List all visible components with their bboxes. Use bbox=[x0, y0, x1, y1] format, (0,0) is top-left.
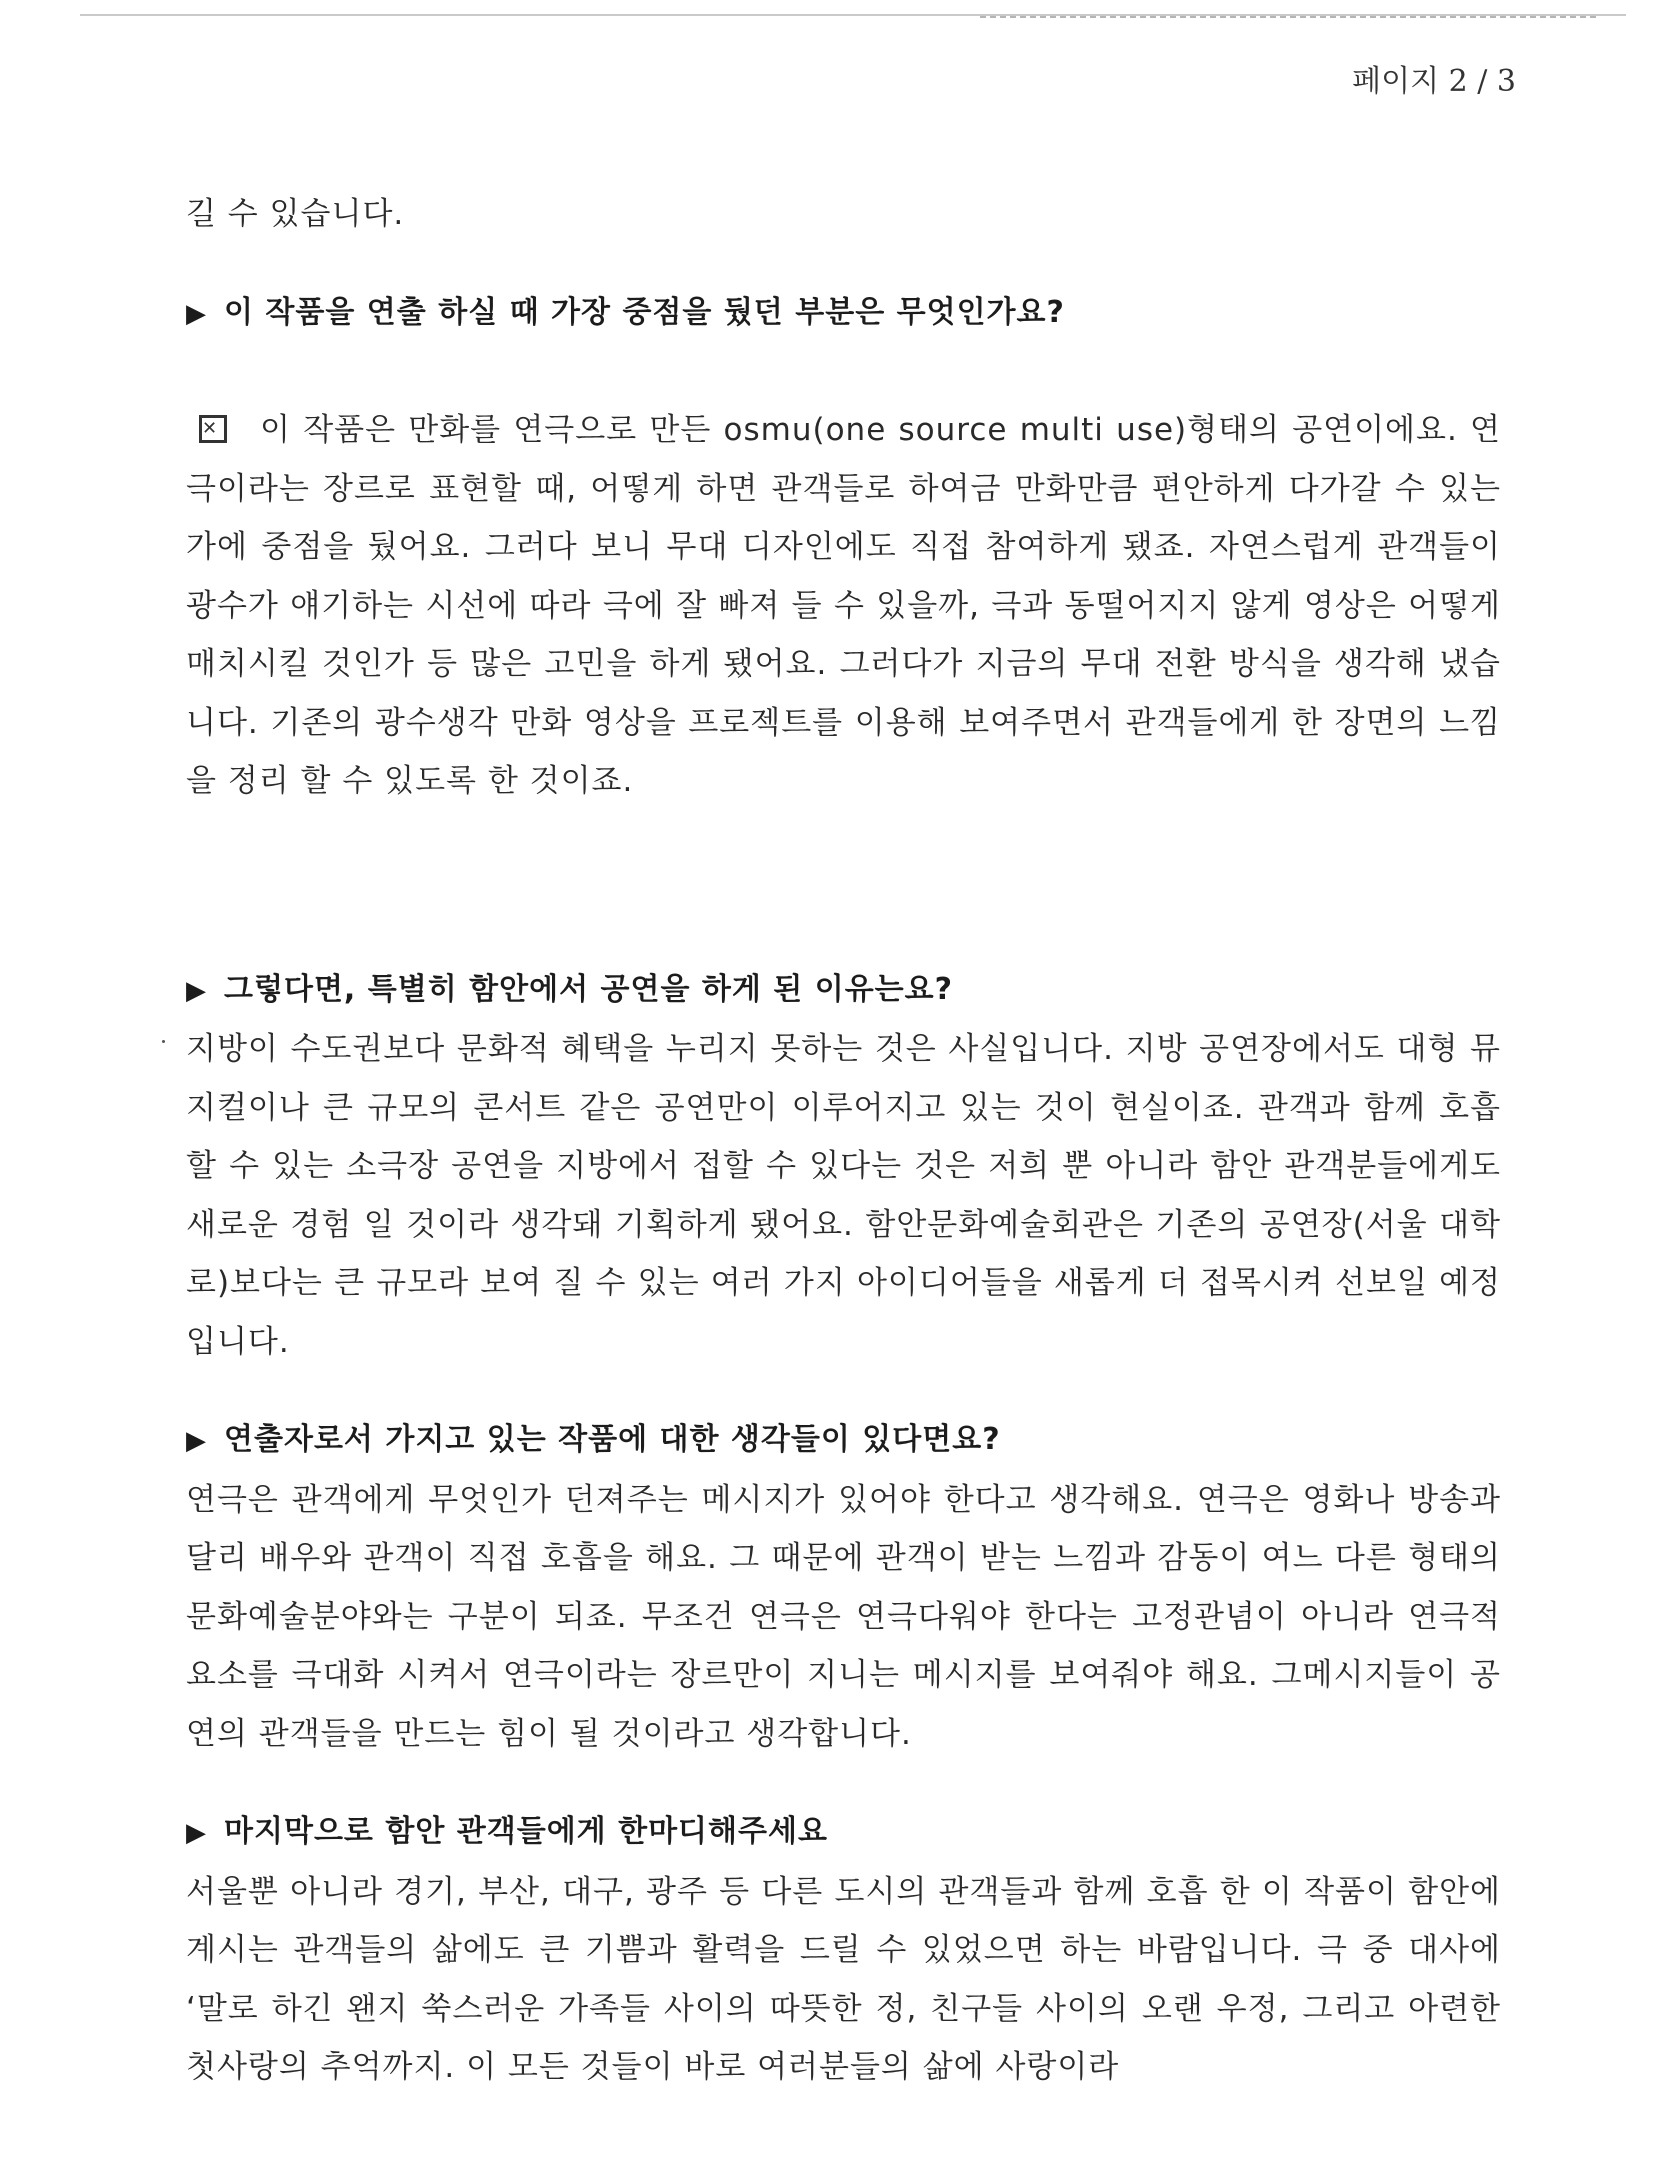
bullet-triangle-icon: ▶ bbox=[186, 1426, 207, 1456]
question-4 bbox=[186, 1803, 1501, 1863]
question-4-text: 마지막으로 함안 관객들에게 한마디해주세요 bbox=[224, 1814, 828, 1849]
question-3 bbox=[186, 1411, 1501, 1471]
page-cutoff bbox=[0, 2146, 1656, 2162]
answer-1 bbox=[186, 401, 1501, 811]
question-2-text: 그렇다면, 특별히 함안에서 공연을 하게 된 이유는요? bbox=[224, 971, 954, 1007]
bullet-triangle-icon: ▶ bbox=[186, 975, 207, 1006]
bullet-triangle-icon: ▶ bbox=[186, 298, 207, 329]
answer-2: 지방이 수도권보다 문화적 혜택을 누리지 못하는 것은 사실입니다. 지방 공연장에서도 대형 뮤지컬이나 큰 규모의 콘서트 같은 공연만이 이루어지고 있는 것이 현실이죠. 관객과 함께 호흡할 수 있는 소극장 공연을 지방에서 접할 수 있다는 것은 저희 뿐 아니라 함안 관객분들에게도 새로운 경험 일 것이라 생각돼 기획하게 됐어요. 함안문화예술회관은 기존의 공연장(서울 대학로)보다는 큰 규모라 보여 질 수 있는 여러 가지 아이디어들을 새롭게 더 접목시켜 선보일 예정입니다. bbox=[186, 1031, 1501, 1360]
page-number: 페이지 2 / 3 bbox=[1352, 64, 1516, 99]
answer-4: 서울뿐 아니라 경기, 부산, 대구, 광주 등 다른 도시의 관객들과 함께 호흡 한 이 작품이 함안에 계시는 관객들의 삶에도 큰 기쁨과 활력을 드릴 수 있었으면 하는 바람입니다. 극 중 대사에 ‘말로 하긴 왠지 쑥스러운 가족들 사이의 따뜻한 정, 친구들 사이의 오랜 우정, 그리고 아련한 첫사랑의 추억까지. 이 모든 것들이 바로 여러분들의 삶에 사랑이라 bbox=[186, 1873, 1501, 2085]
question-2 bbox=[186, 961, 1501, 1021]
question-3-text: 연출자로서 가지고 있는 작품에 대한 생각들이 있다면요? bbox=[224, 1422, 1001, 1457]
answer-3: 연극은 관객에게 무엇인가 던져주는 메시지가 있어야 한다고 생각해요. 연극은 영화나 방송과 달리 배우와 관객이 직접 호흡을 해요. 그 때문에 관객이 받는 느낌과 감동이 여느 다른 형태의 문화예술분야와는 구분이 되죠. 무조건 연극은 연극다워야 한다는 고정관념이 아니라 연극적 요소를 극대화 시켜서 연극이라는 장르만이 지니는 메시지를 보여줘야 해요. 그메시지들이 공연의 관객들을 만드는 힘이 될 것이라고 생각합니다. bbox=[186, 1481, 1501, 1752]
question-1-text: 이 작품을 연출 하실 때 가장 중점을 뒀던 부분은 무엇인가요? bbox=[224, 294, 1065, 330]
question-1 bbox=[186, 284, 1501, 344]
bullet-triangle-icon: ▶ bbox=[186, 1818, 207, 1848]
intro-line: 길 수 있습니다. bbox=[186, 196, 405, 232]
scan-speck bbox=[162, 1040, 165, 1043]
document-body bbox=[186, 185, 1501, 2097]
checkbox-icon: ✕ bbox=[199, 415, 227, 443]
scan-edge-dash bbox=[980, 16, 1596, 18]
answer-1-text: 이 작품은 만화를 연극으로 만든 osmu(one source multi use)형태의 공연이에요. 연극이라는 장르로 표현할 때, 어떻게 하면 관객들로 하여금 만화만큼 편안하게 다가갈 수 있는가에 중점을 뒀어요. 그러다 보니 무대 디자인에도 직접 참여하게 됐죠. 자연스럽게 관객들이 광수가 얘기하는 시선에 따라 극에 잘 빠져 들 수 있을까, 극과 동떨어지지 않게 영상은 어떻게 매치시킬 것인가 등 많은 고민을 하게 됐어요. 그러다가 지금의 무대 전환 방식을 생각해 냈습니다. 기존의 광수생각 만화 영상을 프로젝트를 이용해 보여주면서 관객들에게 한 장면의 느낌을 정리 할 수 있도록 한 것이죠. bbox=[186, 412, 1501, 799]
